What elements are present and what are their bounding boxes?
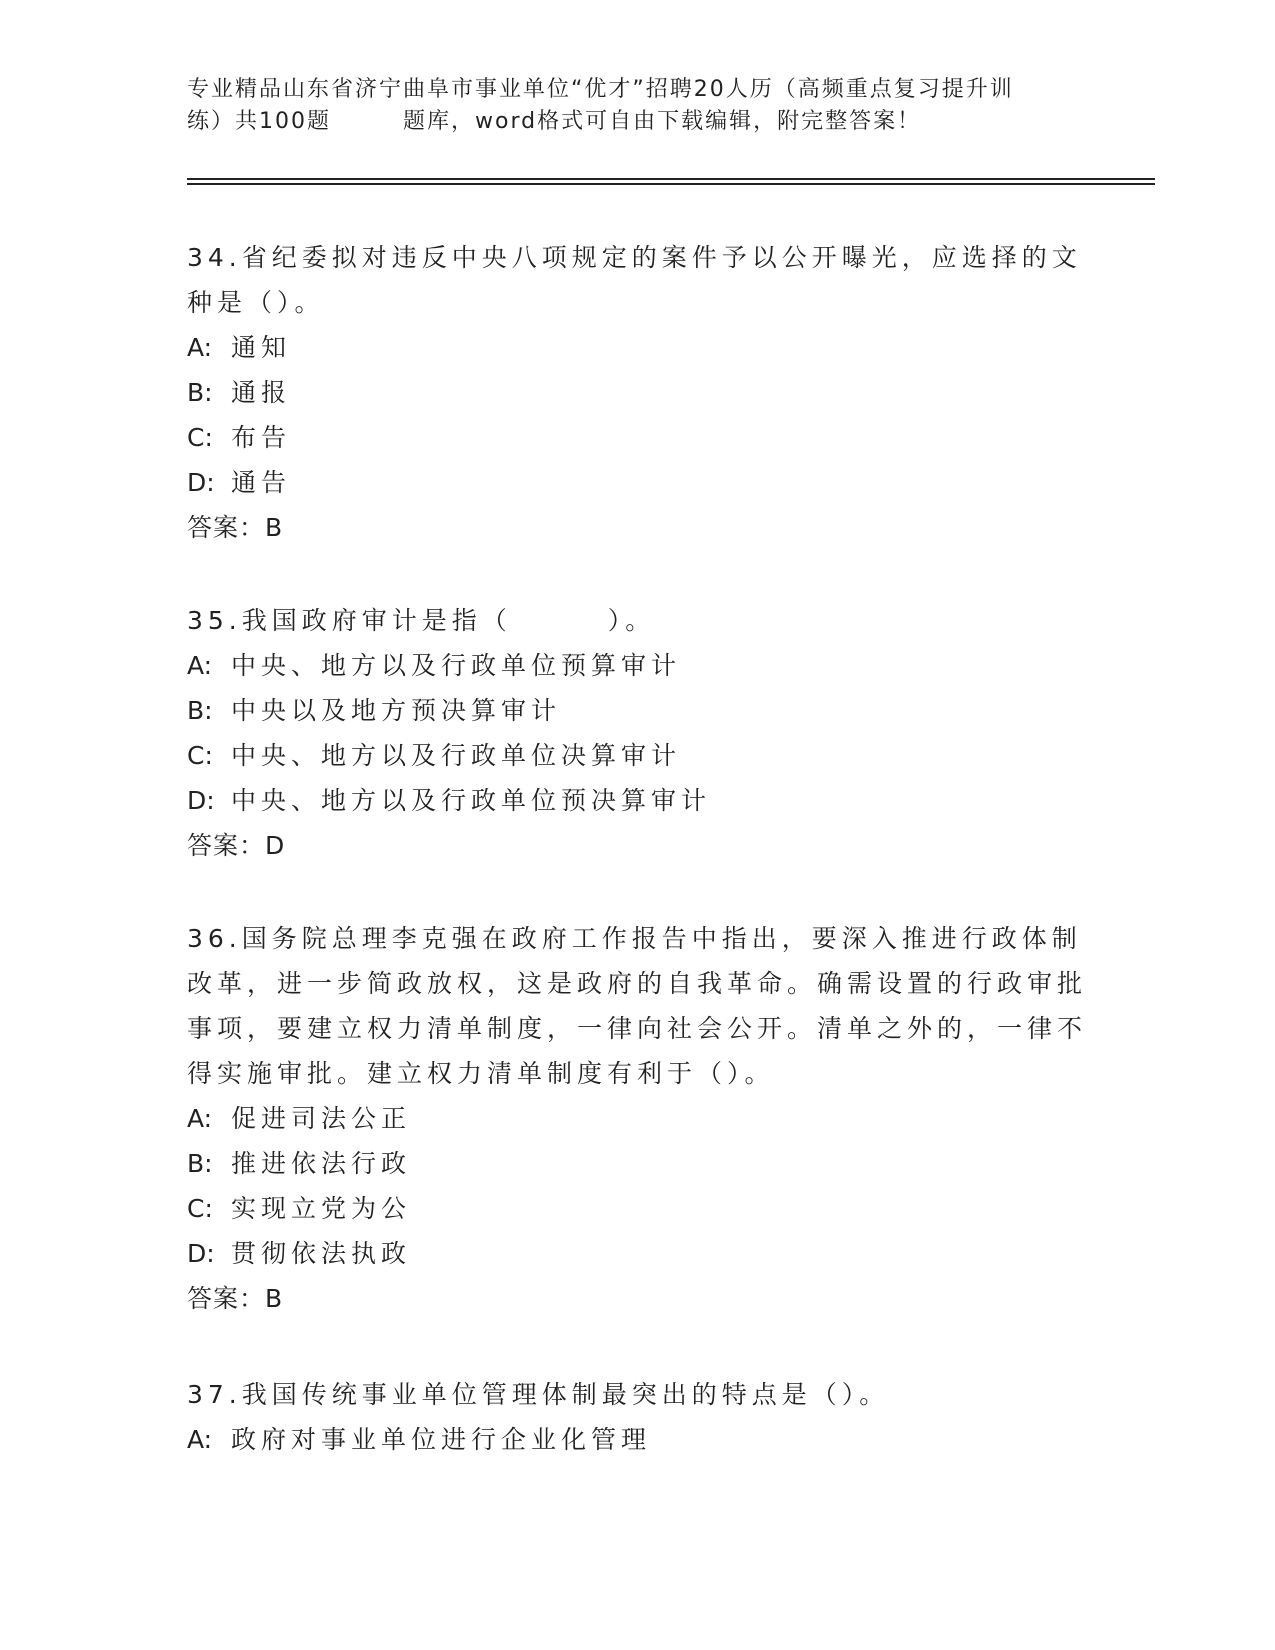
- option-text: 中央、地方以及行政单位预决算审计: [231, 786, 712, 815]
- option-text: 推进依法行政: [231, 1149, 412, 1178]
- option-text: 布告: [231, 423, 292, 452]
- option-a: [187, 1096, 1087, 1141]
- option-letter: B:: [187, 1149, 213, 1178]
- question-stem-part-2: ）。: [607, 606, 656, 635]
- option-text: 中央、地方以及行政单位预算审计: [231, 651, 682, 680]
- option-letter: B:: [187, 696, 213, 725]
- option-letter: D:: [187, 468, 215, 497]
- option-letter: C:: [187, 741, 213, 770]
- option-b: [187, 1141, 1087, 1186]
- question-stem: 34.省纪委拟对违反中央八项规定的案件予以公开曝光，应选择的文种是（）。: [187, 243, 1082, 317]
- answer-label: 答案：: [187, 831, 266, 860]
- document-header: [187, 74, 1067, 138]
- option-letter: B:: [187, 378, 213, 407]
- option-letter: A:: [187, 333, 213, 362]
- answer-value: B: [265, 1284, 284, 1313]
- option-text: 中央、地方以及行政单位决算审计: [231, 741, 682, 770]
- question-35: [187, 598, 1087, 868]
- option-letter: C:: [187, 423, 213, 452]
- answer-value: D: [265, 831, 286, 860]
- option-a: [187, 643, 1087, 688]
- option-text: 政府对事业单位进行企业化管理: [231, 1425, 652, 1454]
- answer-value: B: [265, 513, 284, 542]
- option-b: [187, 688, 1087, 733]
- question-36: [187, 916, 1087, 1321]
- question-37: [187, 1372, 1087, 1462]
- header-line-1: 专业精品山东省济宁曲阜市事业单位“优才”招聘20人历（高频重点复习提升训: [187, 77, 1014, 102]
- option-a: [187, 1417, 1087, 1462]
- header-divider-top: [187, 178, 1155, 180]
- option-text: 促进司法公正: [231, 1104, 412, 1133]
- option-text: 通告: [231, 468, 292, 497]
- header-divider-bottom: [187, 183, 1155, 185]
- option-text: 通知: [231, 333, 292, 362]
- option-c: [187, 1186, 1087, 1231]
- header-line-2-part-1: 练）共100题: [187, 109, 331, 134]
- answer-line: [187, 823, 1087, 868]
- option-d: [187, 778, 1087, 823]
- question-stem: [187, 598, 1087, 643]
- answer-line: [187, 1276, 1087, 1321]
- option-text: 通报: [231, 378, 292, 407]
- option-letter: C:: [187, 1194, 213, 1223]
- header-line-2: [187, 106, 1067, 138]
- option-text: 中央以及地方预决算审计: [231, 696, 562, 725]
- option-b: [187, 370, 1087, 415]
- option-letter: A:: [187, 1104, 213, 1133]
- option-c: [187, 733, 1087, 778]
- question-stem: 37.我国传统事业单位管理体制最突出的特点是（）。: [187, 1380, 890, 1409]
- option-letter: A:: [187, 1425, 213, 1454]
- question-34: [187, 235, 1087, 550]
- question-stem: 36.国务院总理李克强在政府工作报告中指出，要深入推进行政体制改革，进一步简政放权，这是政府的自我革命。确需设置的行政审批事项，要建立权力清单制度，一律向社会公开。清单之外的，一律不得实施审批。建立权力清单制度有利于（）。: [187, 924, 1088, 1088]
- option-c: [187, 415, 1087, 460]
- option-d: [187, 1231, 1087, 1276]
- option-text: 实现立党为公: [231, 1194, 412, 1223]
- option-d: [187, 460, 1087, 505]
- option-text: 贯彻依法执政: [231, 1239, 412, 1268]
- header-line-2-part-2: 题库，word格式可自由下载编辑，附完整答案！: [403, 109, 922, 134]
- answer-line: [187, 505, 1087, 550]
- question-stem-part-1: 35.我国政府审计是指（: [187, 606, 512, 635]
- answer-label: 答案：: [187, 513, 266, 542]
- option-letter: A:: [187, 651, 213, 680]
- option-letter: D:: [187, 786, 215, 815]
- option-letter: D:: [187, 1239, 215, 1268]
- answer-label: 答案：: [187, 1284, 266, 1313]
- option-a: [187, 325, 1087, 370]
